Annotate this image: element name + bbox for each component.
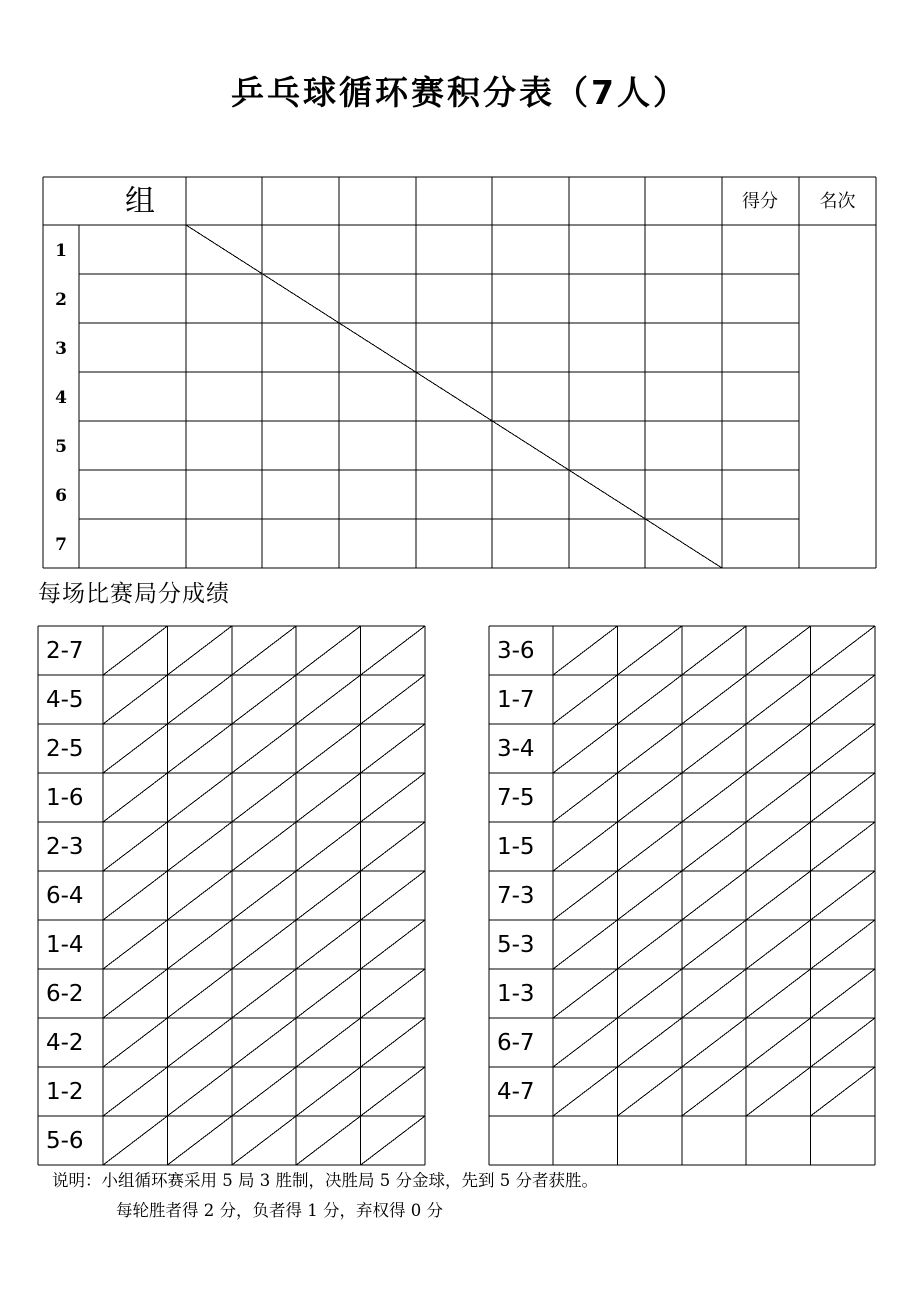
left-cell-diagonal	[103, 822, 167, 871]
left-cell-diagonal	[296, 871, 360, 920]
row-number: 7	[55, 535, 67, 555]
left-cell-diagonal	[361, 920, 425, 969]
left-cell-diagonal	[232, 1116, 296, 1165]
right-cell-diagonal	[553, 871, 617, 920]
right-cell-diagonal	[553, 724, 617, 773]
left-cell-diagonal	[232, 969, 296, 1018]
right-cell-diagonal	[682, 1018, 746, 1067]
left-match-label: 4-2	[46, 1030, 84, 1056]
right-match-label: 1-5	[497, 834, 535, 860]
left-cell-diagonal	[103, 675, 167, 724]
left-cell-diagonal	[361, 675, 425, 724]
left-cell-diagonal	[361, 724, 425, 773]
left-cell-diagonal	[361, 871, 425, 920]
right-cell-diagonal	[811, 626, 875, 675]
right-cell-diagonal	[811, 675, 875, 724]
right-match-label: 3-6	[497, 638, 535, 664]
left-match-label: 6-2	[46, 981, 84, 1007]
left-cell-diagonal	[361, 1018, 425, 1067]
left-cell-diagonal	[103, 969, 167, 1018]
left-cell-diagonal	[232, 920, 296, 969]
right-cell-diagonal	[682, 773, 746, 822]
right-cell-diagonal	[617, 969, 681, 1018]
right-cell-diagonal	[811, 1018, 875, 1067]
left-cell-diagonal	[296, 675, 360, 724]
row-number: 6	[55, 486, 67, 506]
right-match-label: 3-4	[497, 736, 535, 762]
right-cell-diagonal	[682, 969, 746, 1018]
right-cell-diagonal	[682, 871, 746, 920]
score-header: 得分	[742, 191, 778, 212]
right-cell-diagonal	[811, 1067, 875, 1116]
right-cell-diagonal	[746, 969, 810, 1018]
row-number: 2	[55, 290, 67, 310]
right-cell-diagonal	[682, 724, 746, 773]
page-title: 乒乓球循环赛积分表（7人）	[231, 73, 689, 112]
right-cell-diagonal	[682, 822, 746, 871]
left-cell-diagonal	[232, 626, 296, 675]
right-match-label: 7-3	[497, 883, 535, 909]
right-cell-diagonal	[811, 871, 875, 920]
right-cell-diagonal	[617, 920, 681, 969]
left-cell-diagonal	[103, 1116, 167, 1165]
right-cell-diagonal	[553, 1018, 617, 1067]
left-cell-diagonal	[296, 822, 360, 871]
right-cell-diagonal	[553, 626, 617, 675]
left-cell-diagonal	[167, 1116, 231, 1165]
right-cell-diagonal	[746, 871, 810, 920]
left-cell-diagonal	[296, 1018, 360, 1067]
left-match-label: 2-3	[46, 834, 84, 860]
left-cell-diagonal	[361, 969, 425, 1018]
left-cell-diagonal	[296, 724, 360, 773]
right-cell-diagonal	[682, 626, 746, 675]
right-match-label: 1-3	[497, 981, 535, 1007]
left-cell-diagonal	[296, 920, 360, 969]
left-cell-diagonal	[296, 773, 360, 822]
left-cell-diagonal	[167, 1018, 231, 1067]
row-number: 1	[55, 241, 67, 261]
right-match-label: 7-5	[497, 785, 535, 811]
left-cell-diagonal	[361, 626, 425, 675]
right-match-label: 5-3	[497, 932, 535, 958]
left-cell-diagonal	[167, 773, 231, 822]
note-line-2: 每轮胜者得 2 分，负者得 1 分，弃权得 0 分	[116, 1201, 443, 1220]
right-cell-diagonal	[746, 920, 810, 969]
left-cell-diagonal	[103, 1067, 167, 1116]
right-cell-diagonal	[746, 675, 810, 724]
left-cell-diagonal	[167, 724, 231, 773]
left-match-label: 1-2	[46, 1079, 84, 1105]
right-cell-diagonal	[682, 920, 746, 969]
right-cell-diagonal	[811, 773, 875, 822]
section-title: 每场比赛局分成绩	[38, 581, 230, 607]
left-cell-diagonal	[103, 871, 167, 920]
rank-header: 名次	[819, 191, 856, 212]
right-cell-diagonal	[746, 822, 810, 871]
left-cell-diagonal	[232, 1018, 296, 1067]
right-cell-diagonal	[553, 773, 617, 822]
left-cell-diagonal	[103, 1018, 167, 1067]
left-cell-diagonal	[296, 1116, 360, 1165]
right-match-label: 4-7	[497, 1079, 535, 1105]
right-cell-diagonal	[746, 1018, 810, 1067]
right-cell-diagonal	[553, 969, 617, 1018]
left-cell-diagonal	[232, 871, 296, 920]
right-cell-diagonal	[746, 626, 810, 675]
note-line-1: 说明：小组循环赛采用 5 局 3 胜制，决胜局 5 分金球，先到 5 分者获胜。	[52, 1171, 598, 1190]
left-match-label: 1-6	[46, 785, 84, 811]
right-cell-diagonal	[617, 871, 681, 920]
left-cell-diagonal	[232, 1067, 296, 1116]
left-cell-diagonal	[167, 871, 231, 920]
left-cell-diagonal	[103, 773, 167, 822]
left-cell-diagonal	[103, 724, 167, 773]
right-cell-diagonal	[682, 675, 746, 724]
left-cell-diagonal	[232, 822, 296, 871]
left-cell-diagonal	[232, 773, 296, 822]
right-cell-diagonal	[811, 822, 875, 871]
left-cell-diagonal	[296, 969, 360, 1018]
left-match-label: 5-6	[46, 1128, 84, 1154]
right-match-label: 1-7	[497, 687, 535, 713]
row-number: 4	[55, 388, 67, 408]
left-cell-diagonal	[361, 1067, 425, 1116]
left-cell-diagonal	[167, 920, 231, 969]
right-cell-diagonal	[553, 920, 617, 969]
left-cell-diagonal	[361, 822, 425, 871]
right-cell-diagonal	[746, 724, 810, 773]
right-cell-diagonal	[553, 822, 617, 871]
right-cell-diagonal	[553, 675, 617, 724]
left-cell-diagonal	[167, 969, 231, 1018]
left-cell-diagonal	[296, 626, 360, 675]
left-cell-diagonal	[296, 1067, 360, 1116]
right-cell-diagonal	[617, 1067, 681, 1116]
left-cell-diagonal	[167, 626, 231, 675]
left-cell-diagonal	[361, 1116, 425, 1165]
left-match-label: 6-4	[46, 883, 84, 909]
right-cell-diagonal	[682, 1067, 746, 1116]
right-cell-diagonal	[811, 920, 875, 969]
left-match-label: 2-7	[46, 638, 84, 664]
left-match-label: 4-5	[46, 687, 84, 713]
left-cell-diagonal	[103, 920, 167, 969]
right-cell-diagonal	[811, 969, 875, 1018]
right-cell-diagonal	[811, 724, 875, 773]
left-cell-diagonal	[103, 626, 167, 675]
right-cell-diagonal	[617, 773, 681, 822]
right-cell-diagonal	[746, 773, 810, 822]
right-cell-diagonal	[617, 675, 681, 724]
left-cell-diagonal	[167, 822, 231, 871]
left-cell-diagonal	[167, 1067, 231, 1116]
right-cell-diagonal	[617, 1018, 681, 1067]
row-number: 5	[55, 437, 67, 457]
left-match-label: 1-4	[46, 932, 84, 958]
right-cell-diagonal	[746, 1067, 810, 1116]
left-cell-diagonal	[361, 773, 425, 822]
right-cell-diagonal	[553, 1067, 617, 1116]
left-cell-diagonal	[232, 724, 296, 773]
left-cell-diagonal	[232, 675, 296, 724]
row-number: 3	[55, 339, 67, 359]
right-cell-diagonal	[617, 626, 681, 675]
left-cell-diagonal	[167, 675, 231, 724]
right-match-label: 6-7	[497, 1030, 535, 1056]
left-match-label: 2-5	[46, 736, 84, 762]
right-cell-diagonal	[617, 822, 681, 871]
group-label: 组	[125, 184, 155, 219]
right-cell-diagonal	[617, 724, 681, 773]
